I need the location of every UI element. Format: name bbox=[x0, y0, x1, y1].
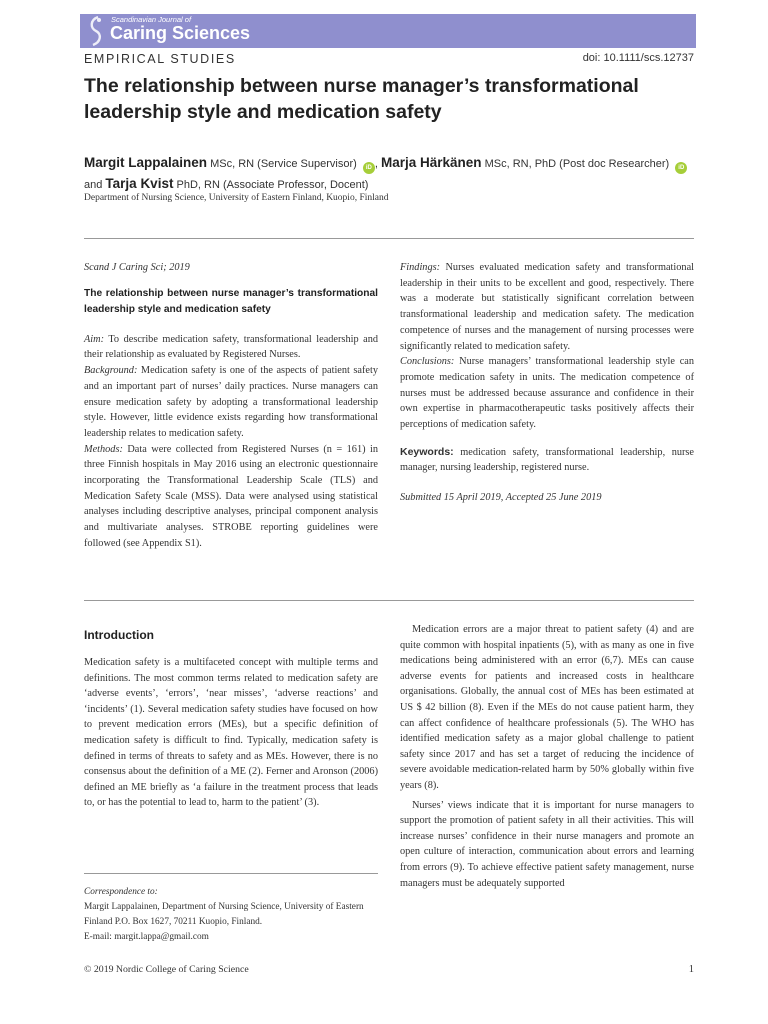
abstract-methods bbox=[84, 442, 378, 552]
divider bbox=[84, 600, 694, 601]
article-title: The relationship between nurse manager’s transformational leadership style and medication safety bbox=[84, 75, 639, 123]
keywords bbox=[400, 445, 694, 476]
abstract-label: Findings: bbox=[400, 262, 441, 273]
keywords-label: Keywords: bbox=[400, 445, 454, 458]
abstract-text: Nurse managers’ transformational leadership style can promote medication safety in units. The medication competence of nurses must be addressed because assurance and confidence in their own expertise in pharmacotherapeutic tasks positively affects their perceptions of medication safety. bbox=[400, 356, 694, 431]
correspondence-email[interactable]: E-mail: margit.lappa@gmail.com bbox=[84, 932, 209, 942]
abstract-conclusions bbox=[400, 354, 694, 433]
abstract-label: Aim: bbox=[84, 333, 105, 345]
abstract-left-column bbox=[84, 260, 378, 552]
journal-subtitle: Scandinavian Journal of bbox=[111, 15, 192, 24]
divider bbox=[84, 238, 694, 239]
orcid-icon[interactable]: iD bbox=[363, 162, 375, 174]
correspondence-address: Margit Lappalainen, Department of Nursing Science, University of Eastern Finland P.O. Box 1627, 70211 Kuopio, Finland. bbox=[84, 902, 364, 927]
correspondence-label: Correspondence to: bbox=[84, 887, 158, 897]
correspondence-block bbox=[84, 885, 378, 945]
divider bbox=[84, 873, 378, 874]
keywords-text: medication safety, transformational leadership, nurse manager, nursing leadership, registered nurse. bbox=[400, 446, 695, 474]
abstract-text: Nurses evaluated medication safety and transformational leadership in their units to be excellent and good, respectively. There was a moderate but statistically significant correlation between transformational leadership and medication safety. The medication competence of nurses and the management of nursing processes were significantly related to medication safety. bbox=[400, 262, 695, 352]
abstract-background bbox=[84, 363, 378, 442]
author-and: and bbox=[84, 179, 103, 191]
submission-dates: Submitted 15 April 2019, Accepted 25 June 2019 bbox=[400, 492, 602, 504]
affiliation: Department of Nursing Science, University of Eastern Finland, Kuopio, Finland bbox=[84, 193, 389, 203]
footer-copyright: © 2019 Nordic College of Caring Science bbox=[84, 964, 249, 975]
abstract-aim bbox=[84, 332, 378, 363]
orcid-icon[interactable]: iD bbox=[675, 162, 687, 174]
abstract-text: Medication safety is one of the aspects of patient safety and an important part of nurses’ daily practices. Nurse managers can ensure medication safety by adopting a transformational leadership style. However, little evidence exists regarding how transformational leadership relates to medication safety. bbox=[84, 365, 378, 439]
abstract-text: To describe medication safety, transformational leadership and their relationship as evaluated by Registered Nurses. bbox=[84, 333, 378, 361]
author-name: Tarja Kvist bbox=[105, 176, 174, 191]
page-number: 1 bbox=[688, 964, 694, 975]
abstract-label: Methods: bbox=[84, 443, 123, 455]
doi: doi: 10.1111/scs.12737 bbox=[582, 52, 694, 64]
author-separator: , bbox=[374, 158, 378, 170]
body-right-column bbox=[400, 622, 694, 895]
author-name: Marja Härkänen bbox=[380, 155, 482, 170]
section-heading-introduction: Introduction bbox=[84, 628, 154, 642]
author-credentials: MSc, RN, PhD (Post doc Researcher) bbox=[484, 158, 670, 170]
abstract-citation: Scand J Caring Sci; 2019 bbox=[84, 262, 190, 273]
body-paragraph: Medication errors are a major threat to patient safety (4) and are quite common with hospital inpatients (5), with as many as one in five medications being administered with an error (6,7). MEs can cause adverse events for patients and increased costs in healthcare organisations. Globally, the annual cost of MEs has been estimated at US $ 42 billion (8). Even if the MEs do not cause patient harm, they can affect confidence of healthcare professionals (5). The WHO has identified medication safety as a major global challenge to patient safety since 2017 and has set a target of reducing the incidence of severe avoidable medication-related harm by 50% globally within five years (8). bbox=[400, 624, 694, 791]
journal-name: Caring Sciences bbox=[110, 23, 251, 43]
abstract-findings bbox=[400, 260, 694, 354]
abstract-right-column bbox=[400, 260, 694, 506]
body-paragraph: Nurses’ views indicate that it is important for nurse managers to support the promotion of patient safety in all their activities. This will increase nurses’ confidence in their nurse managers and promote an open culture of interaction, communication about errors and learning from errors (9). To achieve effective patient safety management, nurse managers must be adequately supported bbox=[400, 799, 694, 889]
abstract-label: Conclusions: bbox=[400, 356, 455, 368]
abstract-text: Data were collected from Registered Nurses (n = 161) in three Finnish hospitals in May 2016 using an electronic questionnaire incorporating the Transformational Leadership Scale (TLS) and Medication Safety Scale (MSS). Data were analysed using statistical analyses including descriptive analyses, principal component analysis and multivariate analyses. STROBE reporting guidelines were followed (see Appendix S1). bbox=[84, 443, 379, 549]
author-name: Margit Lappalainen bbox=[84, 155, 208, 170]
author-list bbox=[84, 153, 704, 195]
section-label: EMPIRICAL STUDIES bbox=[84, 52, 236, 66]
body-left-column bbox=[84, 655, 378, 811]
abstract-title: The relationship between nurse manager’s transformational leadership style and medication safety bbox=[84, 287, 378, 315]
author-credentials: MSc, RN (Service Supervisor) bbox=[210, 158, 357, 170]
abstract-label: Background: bbox=[84, 365, 138, 377]
body-paragraph: Medication safety is a multifaceted concept with multiple terms and definitions. The most common terms related to medication safety are ‘adverse events’, ‘errors’, ‘near misses’, ‘adverse reactions’ and ‘incidents’ (1). Several medication safety studies have focused on how to prevent medication errors (MEs), but a specific definition of medication safety is difficult to find. Typically, medication safety is defined in terms of threats to safety and as MEs. However, there is no consensus about the definition of a ME (2). Ferner and Aronson (2006) defined an ME briefly as ‘a failure in the treatment process that leads to, or has the potential to lead to, harm to the patient’ (3). bbox=[84, 657, 378, 809]
journal-logo-icon bbox=[84, 14, 106, 48]
author-credentials: PhD, RN (Associate Professor, Docent) bbox=[176, 179, 369, 191]
